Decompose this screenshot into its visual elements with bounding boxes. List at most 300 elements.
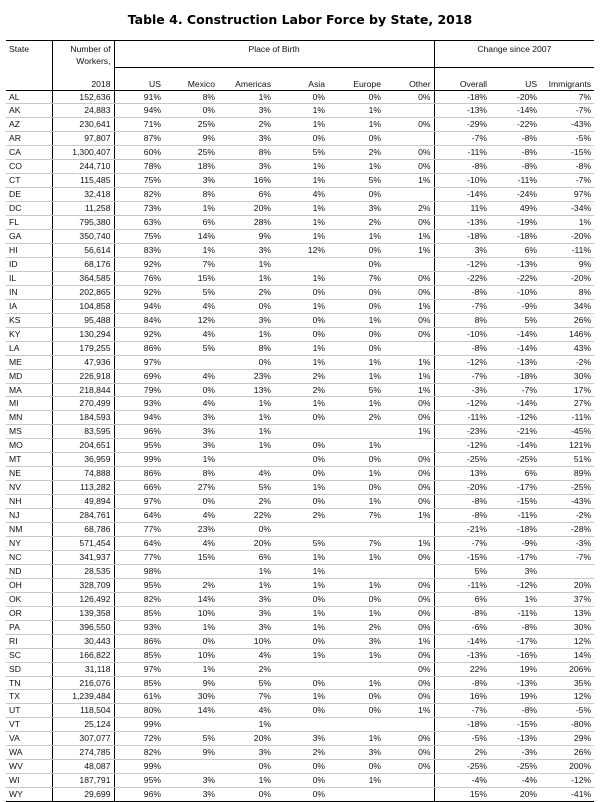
cell-us: 60%: [114, 146, 164, 160]
cell-change-us: -14%: [490, 397, 540, 411]
cell-state: ND: [6, 564, 52, 578]
cell-change-us: -16%: [490, 648, 540, 662]
cell-change-us: -13%: [490, 732, 540, 746]
cell-change-overall: -12%: [434, 397, 490, 411]
cell-state: DE: [6, 188, 52, 202]
cell-state: NV: [6, 481, 52, 495]
cell-change-overall: -25%: [434, 453, 490, 467]
cell-mexico: 14%: [164, 592, 218, 606]
cell-mexico: 0%: [164, 383, 218, 397]
table-row: [6, 341, 594, 355]
cell-europe: 0%: [328, 285, 384, 299]
cell-us: 79%: [114, 383, 164, 397]
cell-americas: [218, 453, 274, 467]
workers-header-line1: Number of: [70, 44, 111, 54]
cell-other: 1%: [384, 537, 434, 551]
cell-change-immigrants: -43%: [540, 495, 594, 509]
cell-other: 0%: [384, 481, 434, 495]
cell-change-immigrants: 200%: [540, 760, 594, 774]
cell-state: MN: [6, 411, 52, 425]
cell-change-overall: -7%: [434, 299, 490, 313]
cell-state: ID: [6, 257, 52, 271]
cell-asia: 2%: [274, 369, 328, 383]
cell-other: 0%: [384, 676, 434, 690]
cell-americas: 3%: [218, 160, 274, 174]
cell-us: 85%: [114, 676, 164, 690]
cell-state: SC: [6, 648, 52, 662]
cell-europe: 1%: [328, 578, 384, 592]
cell-change-overall: -15%: [434, 550, 490, 564]
table-row: [6, 662, 594, 676]
cell-other: 1%: [384, 230, 434, 244]
cell-change-overall: -29%: [434, 118, 490, 132]
cell-us: 75%: [114, 230, 164, 244]
cell-other: [384, 788, 434, 802]
cell-americas: 20%: [218, 537, 274, 551]
table-row: [6, 243, 594, 257]
cell-state: TN: [6, 676, 52, 690]
cell-workers: 24,883: [52, 104, 114, 118]
table-row: [6, 453, 594, 467]
cell-asia: 1%: [274, 230, 328, 244]
cell-other: 1%: [384, 174, 434, 188]
cell-change-immigrants: [540, 564, 594, 578]
cell-workers: 328,709: [52, 578, 114, 592]
cell-change-overall: -11%: [434, 146, 490, 160]
cell-workers: 11,258: [52, 202, 114, 216]
cell-europe: 1%: [328, 467, 384, 481]
table-row: [6, 299, 594, 313]
cell-change-immigrants: -12%: [540, 774, 594, 788]
cell-europe: 1%: [328, 369, 384, 383]
cell-americas: 10%: [218, 634, 274, 648]
cell-americas: 6%: [218, 550, 274, 564]
cell-other: [384, 257, 434, 271]
cell-workers: 104,858: [52, 299, 114, 313]
cell-mexico: 12%: [164, 313, 218, 327]
place-of-birth-header: Place of Birth: [114, 41, 434, 68]
cell-europe: 2%: [328, 146, 384, 160]
cell-us: 63%: [114, 216, 164, 230]
cell-other: 0%: [384, 453, 434, 467]
cell-europe: 1%: [328, 495, 384, 509]
cell-workers: 47,936: [52, 355, 114, 369]
cell-europe: 0%: [328, 592, 384, 606]
cell-europe: 1%: [328, 648, 384, 662]
table-row: [6, 355, 594, 369]
cell-state: GA: [6, 230, 52, 244]
cell-europe: 0%: [328, 690, 384, 704]
cell-americas: 1%: [218, 257, 274, 271]
cell-state: MS: [6, 425, 52, 439]
cell-us: 86%: [114, 467, 164, 481]
cell-state: CA: [6, 146, 52, 160]
cell-workers: 274,785: [52, 746, 114, 760]
cell-mexico: 9%: [164, 676, 218, 690]
table-row: [6, 746, 594, 760]
cell-change-us: -17%: [490, 481, 540, 495]
table-row: [6, 606, 594, 620]
cell-other: 0%: [384, 606, 434, 620]
table-row: [6, 690, 594, 704]
cell-change-immigrants: 8%: [540, 285, 594, 299]
cell-mexico: 4%: [164, 369, 218, 383]
table-title: Table 4. Construction Labor Force by State, 2018: [127, 12, 473, 27]
cell-change-overall: -10%: [434, 327, 490, 341]
cell-workers: 187,791: [52, 774, 114, 788]
cell-state: AR: [6, 132, 52, 146]
cell-change-immigrants: 9%: [540, 257, 594, 271]
cell-asia: 1%: [274, 174, 328, 188]
cell-asia: 2%: [274, 746, 328, 760]
cell-workers: 30,443: [52, 634, 114, 648]
cell-change-overall: -23%: [434, 425, 490, 439]
cell-europe: 0%: [328, 299, 384, 313]
cell-other: 1%: [384, 243, 434, 257]
cell-americas: 6%: [218, 188, 274, 202]
cell-other: 0%: [384, 271, 434, 285]
cell-change-us: -18%: [490, 369, 540, 383]
table-row: [6, 592, 594, 606]
cell-state: IA: [6, 299, 52, 313]
cell-mexico: 4%: [164, 509, 218, 523]
cell-change-immigrants: 14%: [540, 648, 594, 662]
cell-asia: 1%: [274, 118, 328, 132]
cell-us: 91%: [114, 90, 164, 104]
cell-state: WI: [6, 774, 52, 788]
cell-change-us: -8%: [490, 160, 540, 174]
cell-europe: 0%: [328, 257, 384, 271]
cell-change-immigrants: 37%: [540, 592, 594, 606]
cell-other: 0%: [384, 411, 434, 425]
cell-us: 82%: [114, 592, 164, 606]
cell-change-us: -14%: [490, 341, 540, 355]
cell-other: 1%: [384, 383, 434, 397]
cell-mexico: 14%: [164, 704, 218, 718]
cell-americas: 3%: [218, 313, 274, 327]
cell-europe: 0%: [328, 341, 384, 355]
cell-state: SD: [6, 662, 52, 676]
cell-state: CO: [6, 160, 52, 174]
cell-americas: 1%: [218, 578, 274, 592]
cell-americas: 1%: [218, 425, 274, 439]
cell-change-overall: -25%: [434, 760, 490, 774]
cell-europe: 1%: [328, 397, 384, 411]
cell-state: OR: [6, 606, 52, 620]
cell-asia: 0%: [274, 634, 328, 648]
cell-other: 0%: [384, 648, 434, 662]
cell-other: 0%: [384, 90, 434, 104]
cell-other: 1%: [384, 634, 434, 648]
cell-americas: 0%: [218, 788, 274, 802]
col-header-overall: Overall: [434, 67, 490, 90]
cell-state: KS: [6, 313, 52, 327]
cell-us: 69%: [114, 369, 164, 383]
workers-header-year: 2018: [52, 67, 114, 90]
cell-workers: 118,504: [52, 704, 114, 718]
cell-europe: 7%: [328, 509, 384, 523]
cell-europe: 3%: [328, 746, 384, 760]
cell-us: 95%: [114, 578, 164, 592]
cell-change-immigrants: -5%: [540, 132, 594, 146]
cell-other: 0%: [384, 216, 434, 230]
cell-other: [384, 104, 434, 118]
table-row: [6, 257, 594, 271]
cell-asia: 1%: [274, 481, 328, 495]
cell-europe: 0%: [328, 132, 384, 146]
cell-asia: 0%: [274, 453, 328, 467]
cell-mexico: 5%: [164, 732, 218, 746]
table-row: [6, 439, 594, 453]
table-row: [6, 620, 594, 634]
cell-europe: 2%: [328, 620, 384, 634]
cell-asia: 0%: [274, 285, 328, 299]
cell-asia: 0%: [274, 676, 328, 690]
cell-state: IL: [6, 271, 52, 285]
cell-change-us: -10%: [490, 285, 540, 299]
cell-asia: 4%: [274, 188, 328, 202]
col-header-immigrants: Immigrants: [540, 67, 594, 90]
cell-asia: 1%: [274, 104, 328, 118]
cell-americas: 20%: [218, 202, 274, 216]
cell-workers: 270,499: [52, 397, 114, 411]
cell-other: 0%: [384, 620, 434, 634]
table-row: [6, 383, 594, 397]
cell-change-immigrants: -28%: [540, 523, 594, 537]
labor-force-table: [6, 40, 594, 802]
cell-asia: 0%: [274, 704, 328, 718]
cell-americas: 0%: [218, 760, 274, 774]
cell-change-overall: -8%: [434, 676, 490, 690]
cell-change-us: -15%: [490, 495, 540, 509]
cell-asia: 1%: [274, 397, 328, 411]
cell-asia: [274, 662, 328, 676]
cell-europe: 0%: [328, 760, 384, 774]
cell-change-us: -22%: [490, 271, 540, 285]
cell-change-us: -11%: [490, 606, 540, 620]
cell-change-us: -4%: [490, 774, 540, 788]
cell-state: HI: [6, 243, 52, 257]
cell-change-us: -20%: [490, 90, 540, 104]
cell-asia: 1%: [274, 620, 328, 634]
cell-state: OH: [6, 578, 52, 592]
cell-change-overall: -11%: [434, 411, 490, 425]
cell-workers: 28,535: [52, 564, 114, 578]
cell-workers: 152,636: [52, 90, 114, 104]
cell-europe: 7%: [328, 537, 384, 551]
cell-mexico: 23%: [164, 523, 218, 537]
cell-change-immigrants: -5%: [540, 704, 594, 718]
cell-other: [384, 439, 434, 453]
cell-change-immigrants: 97%: [540, 188, 594, 202]
cell-change-overall: -3%: [434, 383, 490, 397]
cell-europe: 0%: [328, 243, 384, 257]
cell-change-us: -9%: [490, 299, 540, 313]
cell-change-immigrants: 7%: [540, 90, 594, 104]
cell-change-us: -8%: [490, 620, 540, 634]
cell-change-immigrants: 30%: [540, 620, 594, 634]
cell-asia: 0%: [274, 495, 328, 509]
cell-asia: 1%: [274, 690, 328, 704]
cell-other: [384, 718, 434, 732]
cell-us: 99%: [114, 453, 164, 467]
table-row: [6, 202, 594, 216]
cell-change-overall: -10%: [434, 174, 490, 188]
cell-change-overall: 2%: [434, 746, 490, 760]
cell-workers: 68,176: [52, 257, 114, 271]
cell-change-immigrants: 12%: [540, 690, 594, 704]
cell-us: 77%: [114, 550, 164, 564]
cell-change-overall: -18%: [434, 230, 490, 244]
cell-workers: 284,761: [52, 509, 114, 523]
table-row: [6, 704, 594, 718]
cell-asia: 0%: [274, 132, 328, 146]
table-row: [6, 369, 594, 383]
cell-state: TX: [6, 690, 52, 704]
col-header-americas: Americas: [218, 67, 274, 90]
cell-us: 80%: [114, 704, 164, 718]
cell-mexico: 3%: [164, 411, 218, 425]
cell-change-immigrants: -34%: [540, 202, 594, 216]
cell-europe: 0%: [328, 704, 384, 718]
cell-mexico: 1%: [164, 453, 218, 467]
cell-mexico: 2%: [164, 578, 218, 592]
cell-europe: 1%: [328, 676, 384, 690]
cell-change-us: -11%: [490, 509, 540, 523]
cell-change-us: -9%: [490, 537, 540, 551]
cell-change-immigrants: -7%: [540, 104, 594, 118]
cell-change-immigrants: 13%: [540, 606, 594, 620]
table-row: [6, 160, 594, 174]
cell-change-us: -8%: [490, 704, 540, 718]
cell-state: NM: [6, 523, 52, 537]
cell-americas: 28%: [218, 216, 274, 230]
cell-change-us: -8%: [490, 132, 540, 146]
cell-us: 94%: [114, 104, 164, 118]
cell-workers: 204,651: [52, 439, 114, 453]
cell-change-overall: -12%: [434, 355, 490, 369]
cell-americas: 16%: [218, 174, 274, 188]
cell-americas: 2%: [218, 285, 274, 299]
cell-asia: 0%: [274, 90, 328, 104]
cell-workers: 307,077: [52, 732, 114, 746]
cell-change-us: -12%: [490, 578, 540, 592]
cell-us: 78%: [114, 160, 164, 174]
cell-state: NE: [6, 467, 52, 481]
table-row: [6, 104, 594, 118]
cell-europe: 1%: [328, 355, 384, 369]
cell-state: AL: [6, 90, 52, 104]
cell-us: 94%: [114, 411, 164, 425]
cell-mexico: 3%: [164, 788, 218, 802]
cell-americas: 9%: [218, 230, 274, 244]
cell-asia: 1%: [274, 271, 328, 285]
cell-europe: 1%: [328, 118, 384, 132]
cell-europe: 5%: [328, 174, 384, 188]
cell-mexico: 10%: [164, 648, 218, 662]
cell-change-immigrants: 30%: [540, 369, 594, 383]
cell-americas: 4%: [218, 467, 274, 481]
cell-americas: 8%: [218, 341, 274, 355]
cell-change-us: -19%: [490, 216, 540, 230]
cell-asia: 1%: [274, 299, 328, 313]
cell-us: 76%: [114, 271, 164, 285]
cell-state: ME: [6, 355, 52, 369]
cell-workers: 48,087: [52, 760, 114, 774]
cell-mexico: 0%: [164, 495, 218, 509]
cell-europe: [328, 523, 384, 537]
cell-workers: 341,937: [52, 550, 114, 564]
cell-workers: 218,844: [52, 383, 114, 397]
cell-asia: 1%: [274, 550, 328, 564]
cell-mexico: 1%: [164, 202, 218, 216]
cell-us: 97%: [114, 662, 164, 676]
cell-asia: 0%: [274, 774, 328, 788]
cell-mexico: 18%: [164, 160, 218, 174]
cell-americas: 5%: [218, 481, 274, 495]
cell-workers: 184,593: [52, 411, 114, 425]
cell-change-immigrants: 34%: [540, 299, 594, 313]
cell-change-immigrants: -3%: [540, 537, 594, 551]
cell-workers: 130,294: [52, 327, 114, 341]
cell-workers: 350,740: [52, 230, 114, 244]
cell-mexico: 7%: [164, 257, 218, 271]
cell-other: 1%: [384, 704, 434, 718]
cell-change-us: -18%: [490, 230, 540, 244]
cell-asia: 1%: [274, 202, 328, 216]
cell-mexico: 15%: [164, 550, 218, 564]
cell-change-overall: 13%: [434, 467, 490, 481]
cell-change-us: 1%: [490, 592, 540, 606]
cell-americas: 2%: [218, 495, 274, 509]
cell-europe: 3%: [328, 634, 384, 648]
table-row: [6, 648, 594, 662]
cell-state: KY: [6, 327, 52, 341]
cell-asia: 1%: [274, 216, 328, 230]
cell-change-immigrants: -20%: [540, 271, 594, 285]
cell-asia: 3%: [274, 732, 328, 746]
cell-us: 99%: [114, 718, 164, 732]
cell-state: AK: [6, 104, 52, 118]
cell-change-immigrants: -41%: [540, 788, 594, 802]
cell-change-us: -14%: [490, 327, 540, 341]
cell-americas: 1%: [218, 564, 274, 578]
cell-state: MT: [6, 453, 52, 467]
cell-other: 0%: [384, 160, 434, 174]
cell-change-us: 49%: [490, 202, 540, 216]
cell-americas: 3%: [218, 132, 274, 146]
cell-change-overall: -7%: [434, 369, 490, 383]
cell-workers: 68,786: [52, 523, 114, 537]
cell-us: 86%: [114, 634, 164, 648]
cell-other: [384, 132, 434, 146]
cell-state: VT: [6, 718, 52, 732]
cell-other: 1%: [384, 369, 434, 383]
cell-change-overall: -5%: [434, 732, 490, 746]
cell-change-us: -15%: [490, 718, 540, 732]
cell-state: LA: [6, 341, 52, 355]
cell-change-immigrants: -15%: [540, 146, 594, 160]
cell-change-us: -25%: [490, 453, 540, 467]
cell-other: 0%: [384, 550, 434, 564]
cell-change-overall: 15%: [434, 788, 490, 802]
cell-change-immigrants: -8%: [540, 160, 594, 174]
cell-workers: 83,595: [52, 425, 114, 439]
cell-workers: 97,807: [52, 132, 114, 146]
cell-asia: 12%: [274, 243, 328, 257]
cell-change-immigrants: 146%: [540, 327, 594, 341]
cell-change-overall: -13%: [434, 104, 490, 118]
